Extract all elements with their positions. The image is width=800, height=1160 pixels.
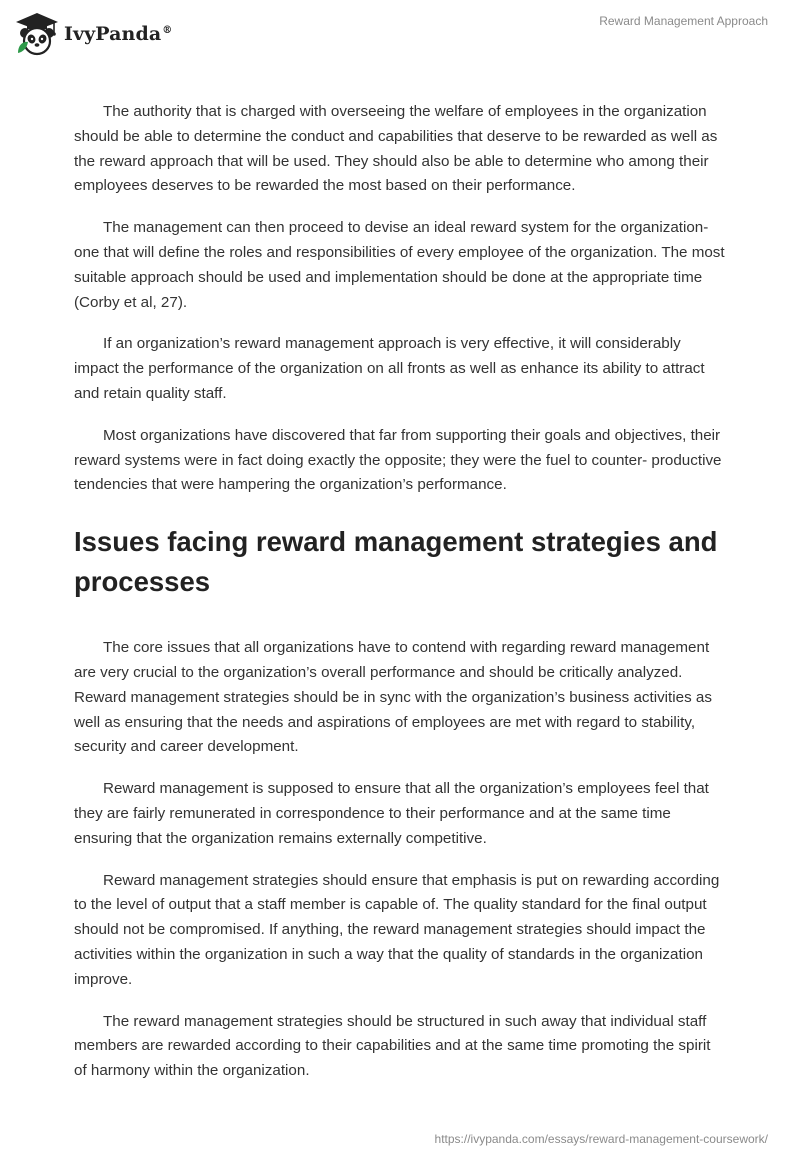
page-header xyxy=(0,0,800,70)
paragraph: The authority that is charged with overseeing the welfare of employees in the organization should be able to determine the conduct and capabilities that deserve to be rewarded as well as the reward approach that will be used. They should also be able to determine who among their employees deserves to be rewarded the most based on their performance. xyxy=(74,103,718,195)
paragraph: Reward management is supposed to ensure that all the organization’s employees feel that they are fairly remunerated in correspondence to their performance and at the same time ensuring that the organization remains externally competitive. xyxy=(74,780,709,847)
paragraph: Reward management strategies should ensure that emphasis is put on rewarding according to the level of output that a staff member is capable of. The quality standard for the final output should not be compromised. If anything, the reward management strategies should impact the activities within the organization in such a way that the quality of standards in the organization improve. xyxy=(74,871,720,988)
paragraph: Most organizations have discovered that far from supporting their goals and objectives, their reward systems were in fact doing exactly the opposite; they were the fuel to counter- productive tendencies that were hampering the organization’s performance. xyxy=(74,426,722,494)
source-url[interactable]: https://ivypanda.com/essays/reward-management-coursework/ xyxy=(434,1132,768,1146)
paragraph: The management can then proceed to devise an ideal reward system for the organization- one that will define the roles and responsibilities of every employee of the organization. The most suitable approach should be used and implementation should be done at the appropriate time (Corby et al, 27). xyxy=(74,219,725,311)
registered-mark: ® xyxy=(162,24,173,36)
ivypanda-logo[interactable] xyxy=(14,8,214,60)
paragraph: The core issues that all organizations have to contend with regarding reward management are very crucial to the organization’s overall performance and should be critically analyzed. Reward management strategies should be in sync with the organization’s business activities as well as ensuring that the needs and aspirations of employees are met with regard to stability, security and career development. xyxy=(74,639,712,756)
logo-wordmark: IvyPanda xyxy=(64,23,162,45)
essay-body xyxy=(74,100,726,1101)
section-heading: Issues facing reward management strategies and processes xyxy=(74,526,718,598)
paragraph: If an organization’s reward management approach is very effective, it will considerably impact the performance of the organization on all fronts as well as enhance its ability to attract and retain quality staff. xyxy=(74,335,705,402)
panda-graduate-icon xyxy=(14,11,60,57)
paragraph: The reward management strategies should be structured in such away that individual staff members are rewarded according to their capabilities and at the same time promoting the spirit of harmony within the organization. xyxy=(74,1012,711,1080)
document-title: Reward Management Approach xyxy=(599,14,768,28)
logo-text xyxy=(64,23,172,45)
